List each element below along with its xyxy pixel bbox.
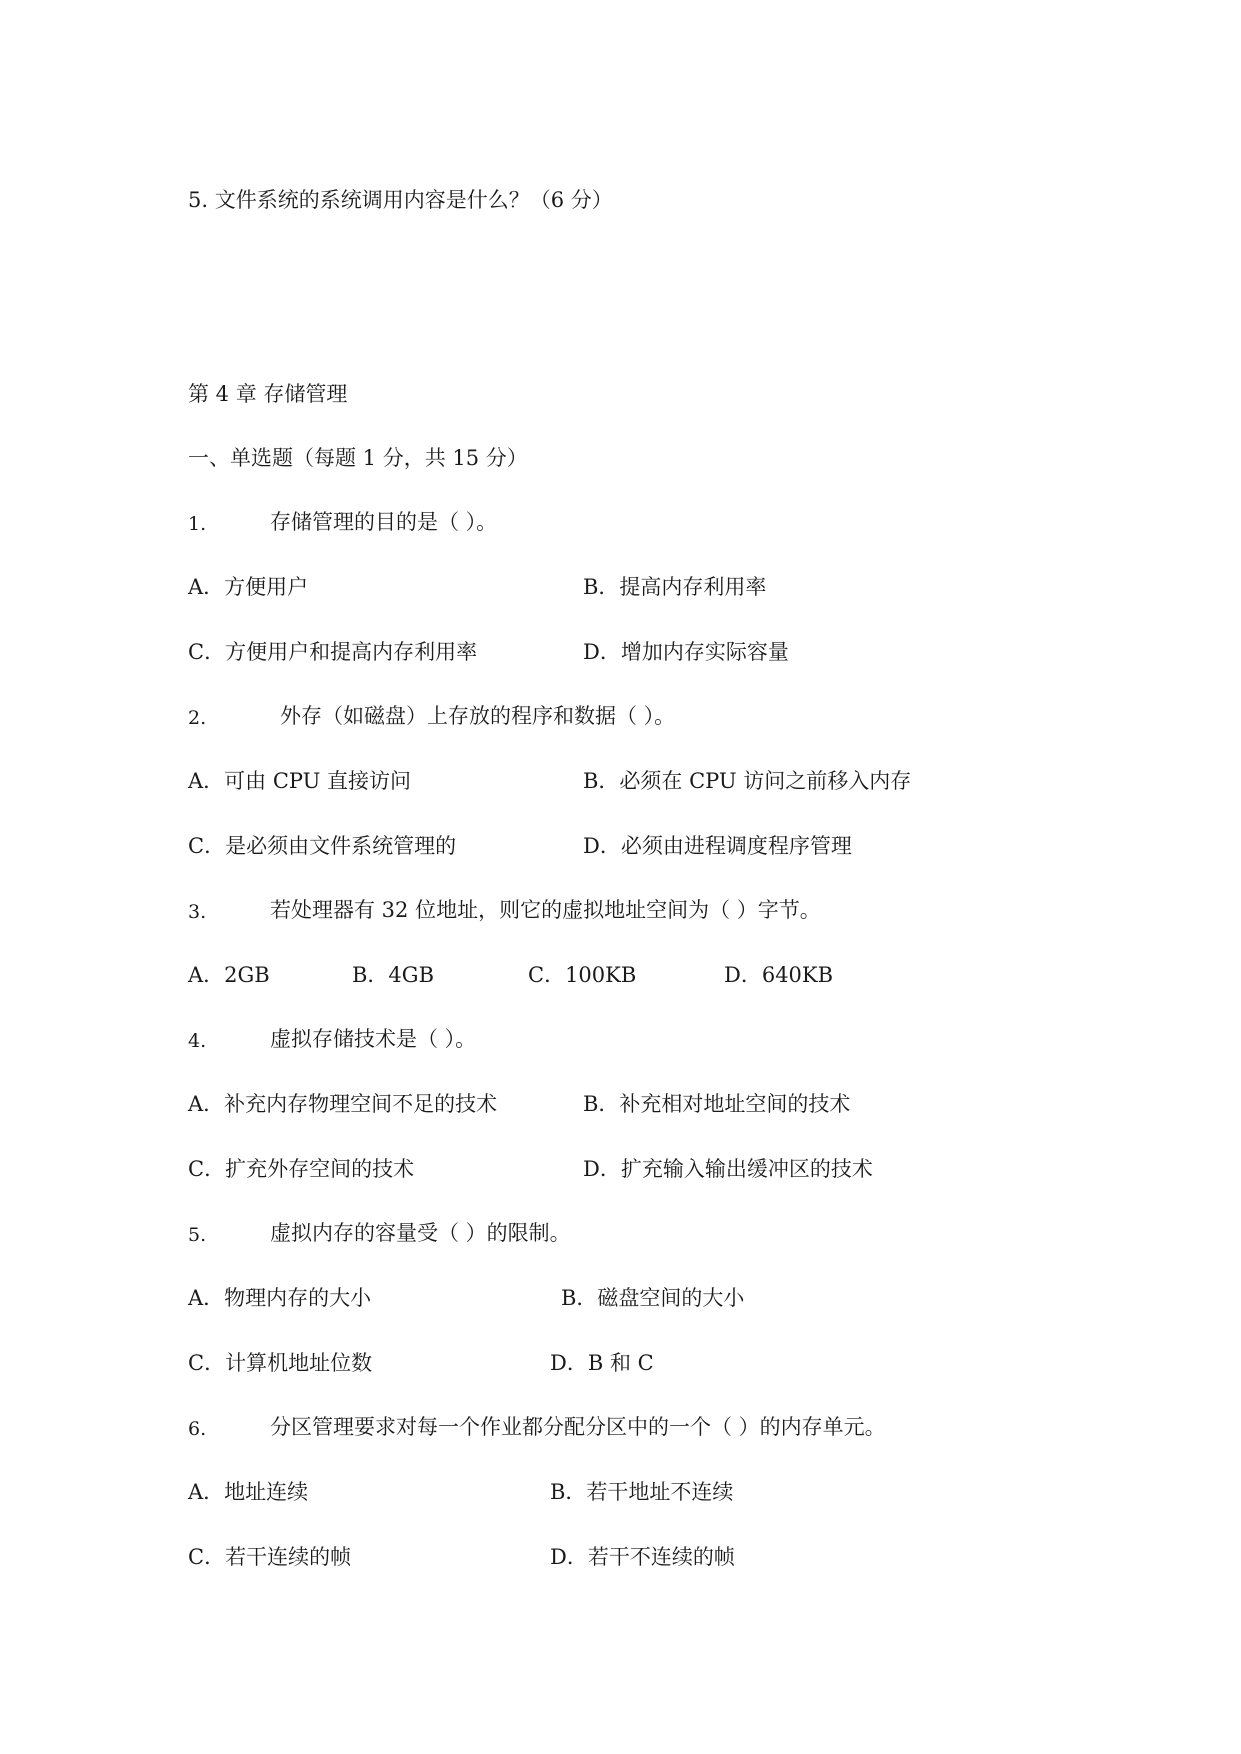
- option-b: B．补充相对地址空间的技术: [583, 1092, 851, 1116]
- option-d: D．增加内存实际容量: [583, 640, 789, 664]
- question-number: 5.: [188, 1224, 207, 1246]
- question-text: 存储管理的目的是（ ）。: [270, 510, 498, 534]
- option-d: D．B 和 C: [550, 1351, 654, 1375]
- question-text: 虚拟存储技术是（ ）。: [270, 1027, 477, 1051]
- option-c: C．若干连续的帧: [188, 1545, 352, 1569]
- previous-question: 5. 文件系统的系统调用内容是什么？（6 分）: [188, 188, 613, 212]
- question-number: 2.: [188, 707, 207, 729]
- question-text: 虚拟内存的容量受（ ）的限制。: [270, 1221, 571, 1245]
- option-a: A．2GB: [188, 963, 270, 987]
- option-c: C．方便用户和提高内存利用率: [188, 640, 478, 664]
- section-title: 一、单选题（每题 1 分，共 15 分）: [188, 446, 528, 470]
- option-b: B．必须在 CPU 访问之前移入内存: [583, 769, 912, 793]
- question-number: 6.: [188, 1418, 207, 1440]
- option-b: B．4GB: [352, 963, 435, 987]
- option-a: A．地址连续: [188, 1480, 309, 1504]
- question-text: 若处理器有 32 位地址，则它的虚拟地址空间为（ ）字节。: [270, 898, 821, 922]
- option-b: B．提高内存利用率: [583, 575, 767, 599]
- question-text: 分区管理要求对每一个作业都分配分区中的一个（ ）的内存单元。: [270, 1415, 886, 1439]
- option-b: B．磁盘空间的大小: [561, 1286, 745, 1310]
- option-d: D．640KB: [724, 963, 834, 987]
- option-c: C．计算机地址位数: [188, 1351, 373, 1375]
- option-a: A．方便用户: [188, 575, 309, 599]
- question-number: 3.: [188, 901, 207, 923]
- option-c: C．100KB: [528, 963, 637, 987]
- question-number: 4.: [188, 1030, 207, 1052]
- option-a: A．可由 CPU 直接访问: [188, 769, 412, 793]
- option-d: D．扩充输入输出缓冲区的技术: [583, 1157, 873, 1181]
- option-c: C．扩充外存空间的技术: [188, 1157, 415, 1181]
- option-d: D．必须由进程调度程序管理: [583, 834, 852, 858]
- option-c: C．是必须由文件系统管理的: [188, 834, 457, 858]
- question-number: 1.: [188, 513, 207, 535]
- chapter-title: 第 4 章 存储管理: [188, 382, 348, 406]
- question-text: 外存（如磁盘）上存放的程序和数据（ ）。: [280, 704, 676, 728]
- option-a: A．补充内存物理空间不足的技术: [188, 1092, 498, 1116]
- option-b: B．若干地址不连续: [550, 1480, 734, 1504]
- option-a: A．物理内存的大小: [188, 1286, 372, 1310]
- option-d: D．若干不连续的帧: [550, 1545, 735, 1569]
